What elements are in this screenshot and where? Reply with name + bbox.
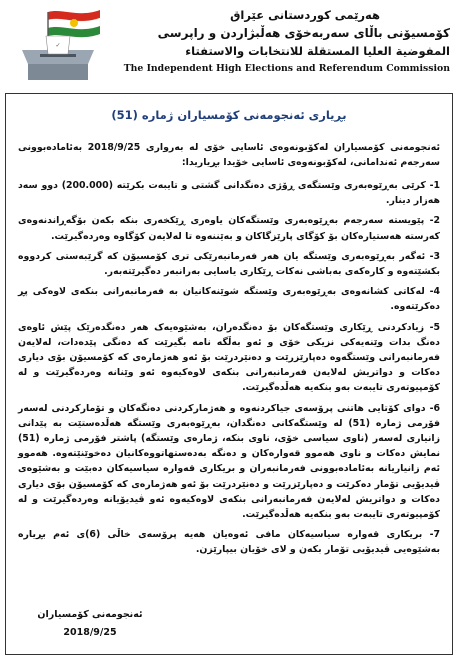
decision-item: 7- بریکاری قەوارە سیاسیەکان مافی ئەوەیان هەیە پرۆسەی خاڵی (6)ی ئەم بڕیارە بەشێوەیی ڤیدیۆیی تۆمار بکەن و لای خۆیان بیپارێزن.: [18, 529, 440, 556]
commission-logo-icon: [8, 6, 108, 86]
letterhead: [0, 0, 460, 92]
decision-item: 2- پێویستە سەرجەم بەڕێوەبەری وێستگەکان یاوەری ڕێکخەری بنکە بکەن بۆگەڕاندنەوەی کەرستە هەستیارەکان بۆ کۆگای پارێزگاکان و بەێننەوە تا لەلایەن کۆگاوە وەردەگیرێت.: [18, 215, 440, 242]
decision-document-frame: [5, 93, 453, 655]
signature-date: 2018/9/25: [63, 627, 117, 638]
decision-item: 5- زیادکردنی ڕێکاری وێستگەکان بۆ دەنگدەران، بەشێوەیەک هەر دەنگدەرێک پێش ئاوەی دەنگ بدات وێنەیەکی نزیکی خۆی و ئەو بەڵگە نامە بگیرێت کە دەنگی پێدەدات، لەلایەن فەرمانبەرانی وێستگەوە دەپارێزرێت و دەنێردرێت بۆ ئەو هەژمارەی کە کۆمسیۆن بۆی دیاری دەکات و دواتریش لەلایەن فەرمانبەرانی بنکەی لاوەکیەوە ئەو وێنانە وەردەگیرێت و لە کۆمپیوتەری تایبەت بەو بنکەیە هەڵدەگیرێت.: [18, 321, 440, 394]
header-line-commission-english: The Independent High Elections and Referendum Commission: [123, 63, 450, 74]
decision-intro: ئەنجومەنی کۆمسیاران لەکۆبونەوەی ئاسایی خۆی لە بەرواری 2018/9/25 بەئامادەبوونی سەرجەم ئەندامانی، لەکۆبونەوەی ئاسایی خۆیدا بڕیاریدا:: [18, 142, 440, 168]
svg-text:✓: ✓: [55, 42, 61, 49]
signature-block: [30, 606, 150, 642]
header-line-region: هەرێمی کوردستانی عێراق: [230, 8, 380, 22]
decision-item: 4- لەکاتی کشانەوەی بەڕێوەبەری وێستگە شوێنەکانیان بە فەرمانبەرانی بنکەی لاوەکی پڕ دەکرێتەوە.: [18, 286, 440, 313]
decision-item: 3- ئەگەر بەڕێوەبەری وێستگە یان هەر فەرمانبەرێکی تری کۆمسیۆن کە گرێبەستی کردووە بکشێتەوە و کارەکەی بەباشی نەکات ڕێکاری یاسایی بەرانبەر دەگیرێتەبەر.: [18, 250, 440, 278]
decision-item: 1- کرێی بەڕێوەبەری وێستگەی ڕۆژی دەنگدانی گشتی و تایبەت بکرێتە (200.000) دوو سەد هەزار دینار.: [18, 180, 440, 207]
decision-title: بڕیاری ئەنجومەنی کۆمسیاران ژمارە (51): [111, 108, 347, 122]
header-line-commission-kurdish: کۆمسیۆنی باڵای سەربەخۆی هەڵبژاردن و راپرسی: [157, 26, 450, 40]
header-line-commission-arabic: المفوضية العليا المستقلة للانتخابات والاستفتاء: [185, 44, 450, 58]
decision-item: 6- دوای کۆتایی هاتنی پرۆسەی جیاکردنەوە و هەژمارکردنی دەنگەکان و تۆمارکردنی لەسەر فۆرمی ژمارە (51) لە وێستگەکانی دەنگدان، بەڕێوەبەری وێستگە هەڵدەستێت بە پێدانی زانیاری لەسەر (ناوی سیاسی خۆی، ناوی بنکە، ژمارەی وێستگە) پاشتر فۆرمی ژمارە (51) نمایش دەکات و ناوی هەموو قەوارەکان و دەنگە بەدەستهاتووەکانیان دەخوێنێتەوە. هەموو ئەم زانیاریانە بەئامادەبوونی فەرمانبەران و بریکاری قەوارە سیاسیەکان دەبێت و بەشێوەی ڤیدیۆیی تۆمار دەکرێت و دەپارێزرێت و دەنێردرێت بۆ ئەو هەژمارەی کە کۆمسیۆن بۆی دیاری دەکات و دواتریش لەلایەن فەرمانبەرانی بنکەی لاوەکیەوە ئەو ڤیدیۆیانە وەردەگیرێت و لە کۆمپیوتەری تایبەت بەو بنکەیە هەڵدەگیرێت.: [18, 402, 440, 521]
decision-items-list: [18, 178, 440, 563]
signature-name: ئەنجومەنی کۆمسیاران: [37, 609, 143, 620]
